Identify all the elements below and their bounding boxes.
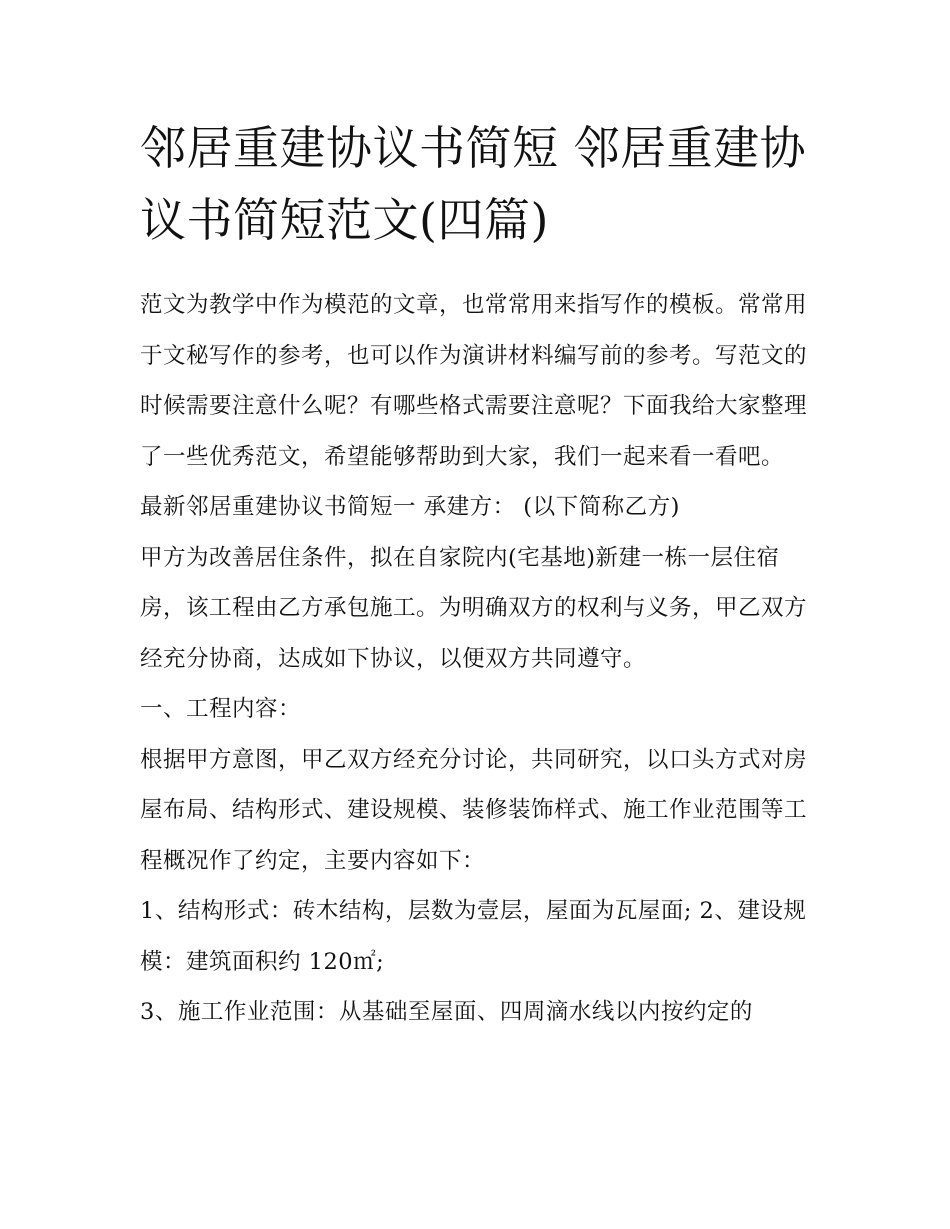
document-title: 邻居重建协议书简短 邻居重建协议书简短范文(四篇) <box>140 121 807 247</box>
purpose-paragraph: 甲方为改善居住条件，拟在自家院内(宅基地)新建一栋一层住宿房，该工程由乙方承包施工。为明确双方的权利与义务，甲乙双方经充分协商，达成如下协议，以便双方共同遵守。 <box>140 544 808 672</box>
section-heading-contractor: 最新邻居重建协议书简短一 承建方： (以下简称乙方) <box>140 494 680 520</box>
scope-item: 3、施工作业范围：从基础至屋面、四周滴水线以内按约定的 <box>140 999 753 1025</box>
agreement-paragraph: 根据甲方意图，甲乙双方经充分讨论，共同研究，以口头方式对房屋布局、结构形式、建设规模、装修装饰样式、施工作业范围等工程概况作了约定，主要内容如下： <box>140 746 808 874</box>
intro-paragraph: 范文为教学中作为模范的文章，也常常用来指写作的模板。常常用于文秘写作的参考，也可以作为演讲材料编写前的参考。写范文的时候需要注意什么呢？有哪些格式需要注意呢？下面我给大家整理了一些优秀范文，希望能够帮助到大家，我们一起来看一看吧。 <box>140 292 808 470</box>
document-body <box>140 280 820 1038</box>
section-heading-project-content: 一、工程内容： <box>140 696 302 722</box>
structure-item: 1、结构形式：砖木结构，层数为壹层，屋面为瓦屋面; 2、建设规模：建筑面积约 120㎡; <box>140 898 807 975</box>
